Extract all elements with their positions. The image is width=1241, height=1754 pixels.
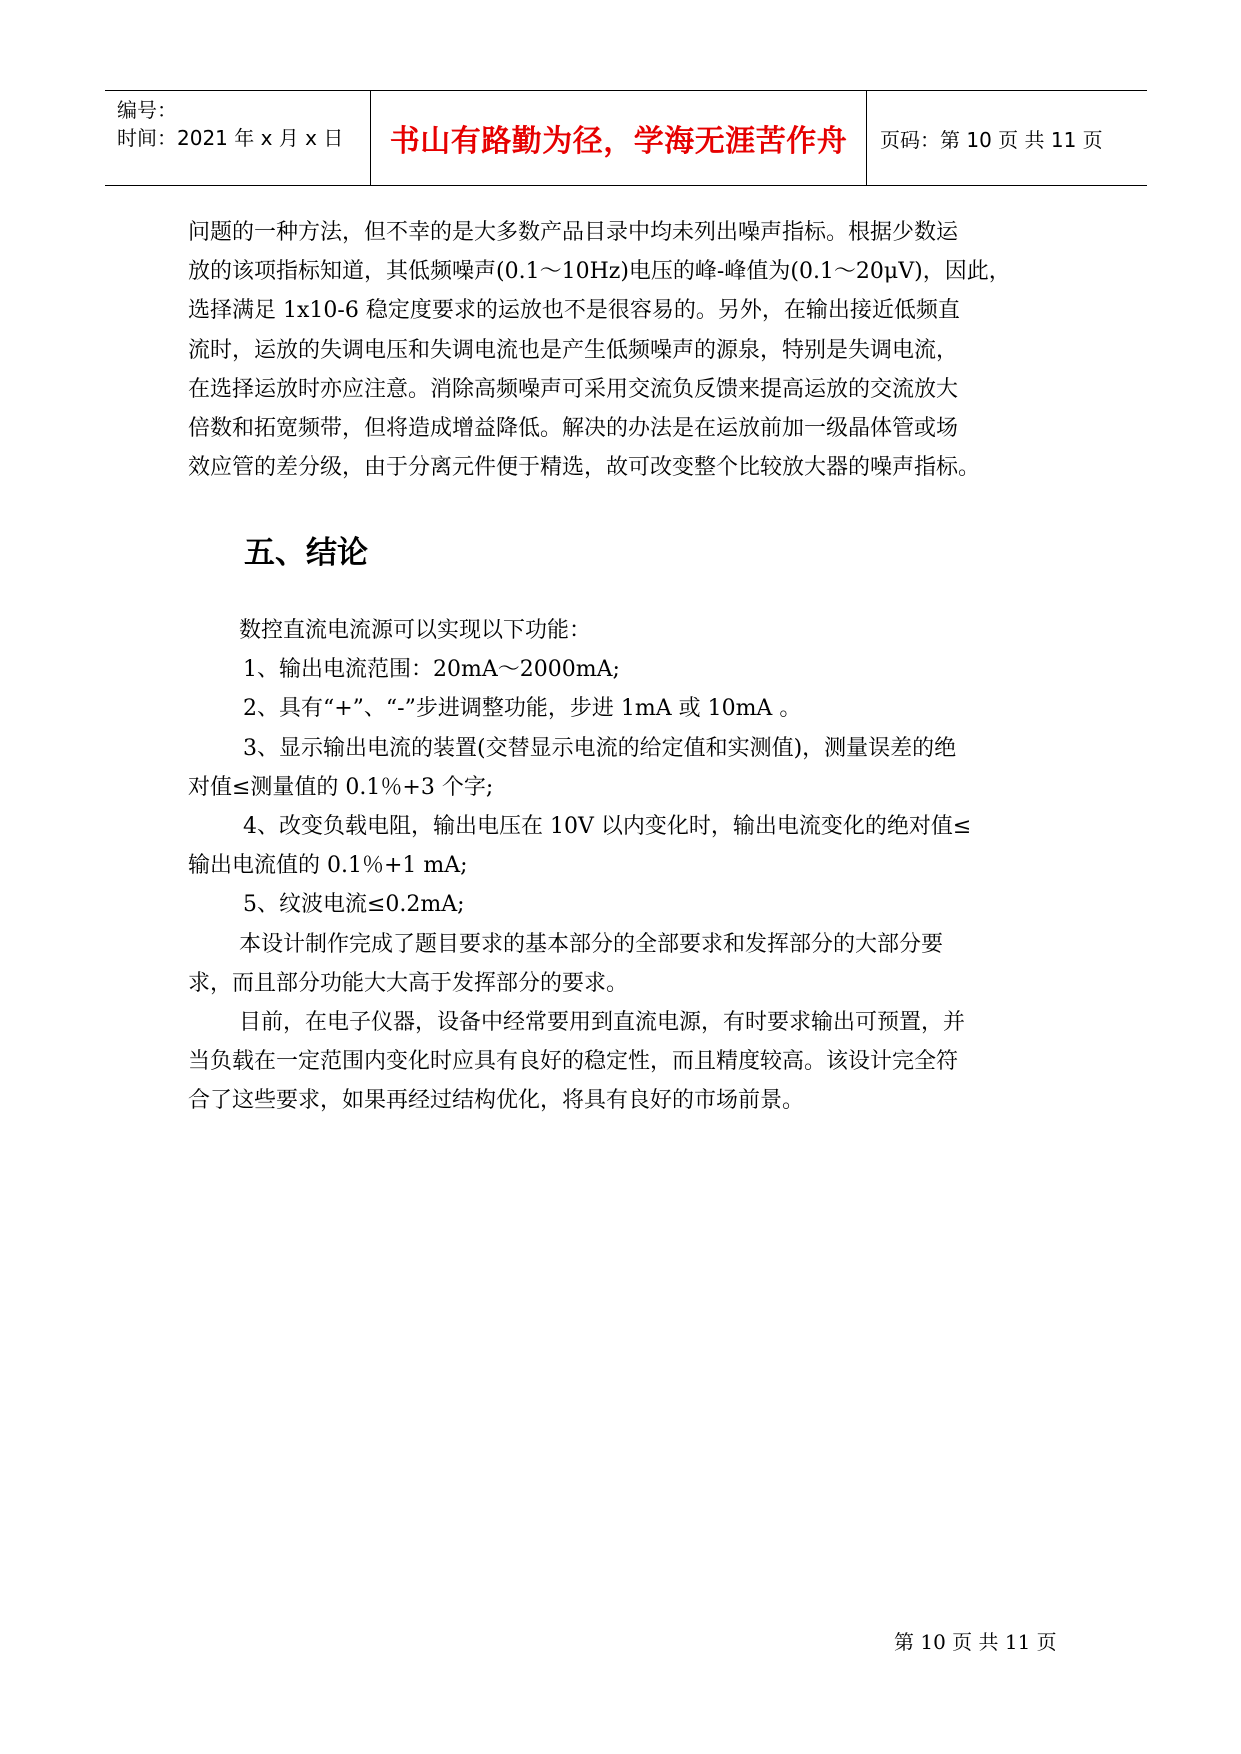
- text-line: 问题的一种方法，但不幸的是大多数产品目录中均未列出噪声指标。根据少数运: [188, 220, 959, 245]
- text-line: 效应管的差分级，由于分离元件便于精选，故可改变整个比较放大器的噪声指标。: [188, 455, 981, 481]
- text-line: 对值≤测量值的 0.1％+3 个字;: [188, 774, 494, 800]
- text-line: 数控直流电流源可以实现以下功能：: [239, 618, 592, 643]
- header-table: [105, 90, 1147, 186]
- header-left-cell: [105, 91, 371, 185]
- text-line: 在选择运放时亦应注意。消除高频噪声可采用交流负反馈来提高运放的交流放大: [188, 376, 959, 402]
- text-line: 当负载在一定范围内变化时应具有良好的稳定性，而且精度较高。该设计完全符: [188, 1049, 959, 1075]
- text-line: 求，而且部分功能大大高于发挥部分的要求。: [188, 970, 629, 996]
- motto-text: 书山有路勤为径，学海无涯苦作舟: [389, 124, 848, 159]
- text-line: 选择满足 1x10-6 稳定度要求的运放也不是很容易的。另外，在输出接近低频直: [188, 298, 960, 324]
- text-line: 目前，在电子仪器，设备中经常要用到直流电源，有时要求输出可预置，并: [239, 1009, 966, 1035]
- header-page-cell: [868, 91, 1147, 185]
- list-item: 3、显示输出电流的装置(交替显示电流的给定值和实测值)，测量误差的绝: [243, 735, 957, 761]
- text-line: 输出电流值的 0.1％+1 mA;: [188, 853, 468, 879]
- list-item: 5、纹波电流≤0.2mA;: [243, 892, 465, 918]
- text-line: 本设计制作完成了题目要求的基本部分的全部要求和发挥部分的大部分要: [239, 931, 944, 957]
- number-label: 编号：: [117, 98, 177, 122]
- list-item: 2、具有“+”、“-”步进调整功能，步进 1mA 或 10mA 。: [243, 696, 802, 722]
- text-line: 合了这些要求，如果再经过结构优化，将具有良好的市场前景。: [188, 1088, 805, 1114]
- conclusion-section: [188, 611, 1068, 1120]
- section-heading: 五、结论: [244, 535, 368, 571]
- header-motto-cell: [371, 91, 867, 185]
- list-item: 1、输出电流范围：20mA～2000mA;: [243, 657, 620, 683]
- time-label: 时间：2021 年 x 月 x 日: [117, 126, 344, 150]
- footer-page-number: 第 10 页 共 11 页: [894, 1630, 1057, 1654]
- intro-paragraph: [188, 213, 1068, 487]
- text-line: 放的该项指标知道，其低频噪声(0.1～10Hz)电压的峰-峰值为(0.1～20μV)，因此，: [188, 259, 1011, 285]
- text-line: 倍数和拓宽频带，但将造成增益降低。解决的办法是在运放前加一级晶体管或场: [188, 415, 959, 441]
- header-page-label: 页码：第 10 页 共 11 页: [880, 127, 1103, 152]
- text-line: 流时，运放的失调电压和失调电流也是产生低频噪声的源泉，特别是失调电流，: [188, 337, 959, 363]
- list-item: 4、改变负载电阻，输出电压在 10V 以内变化时，输出电流变化的绝对值≤: [243, 813, 972, 839]
